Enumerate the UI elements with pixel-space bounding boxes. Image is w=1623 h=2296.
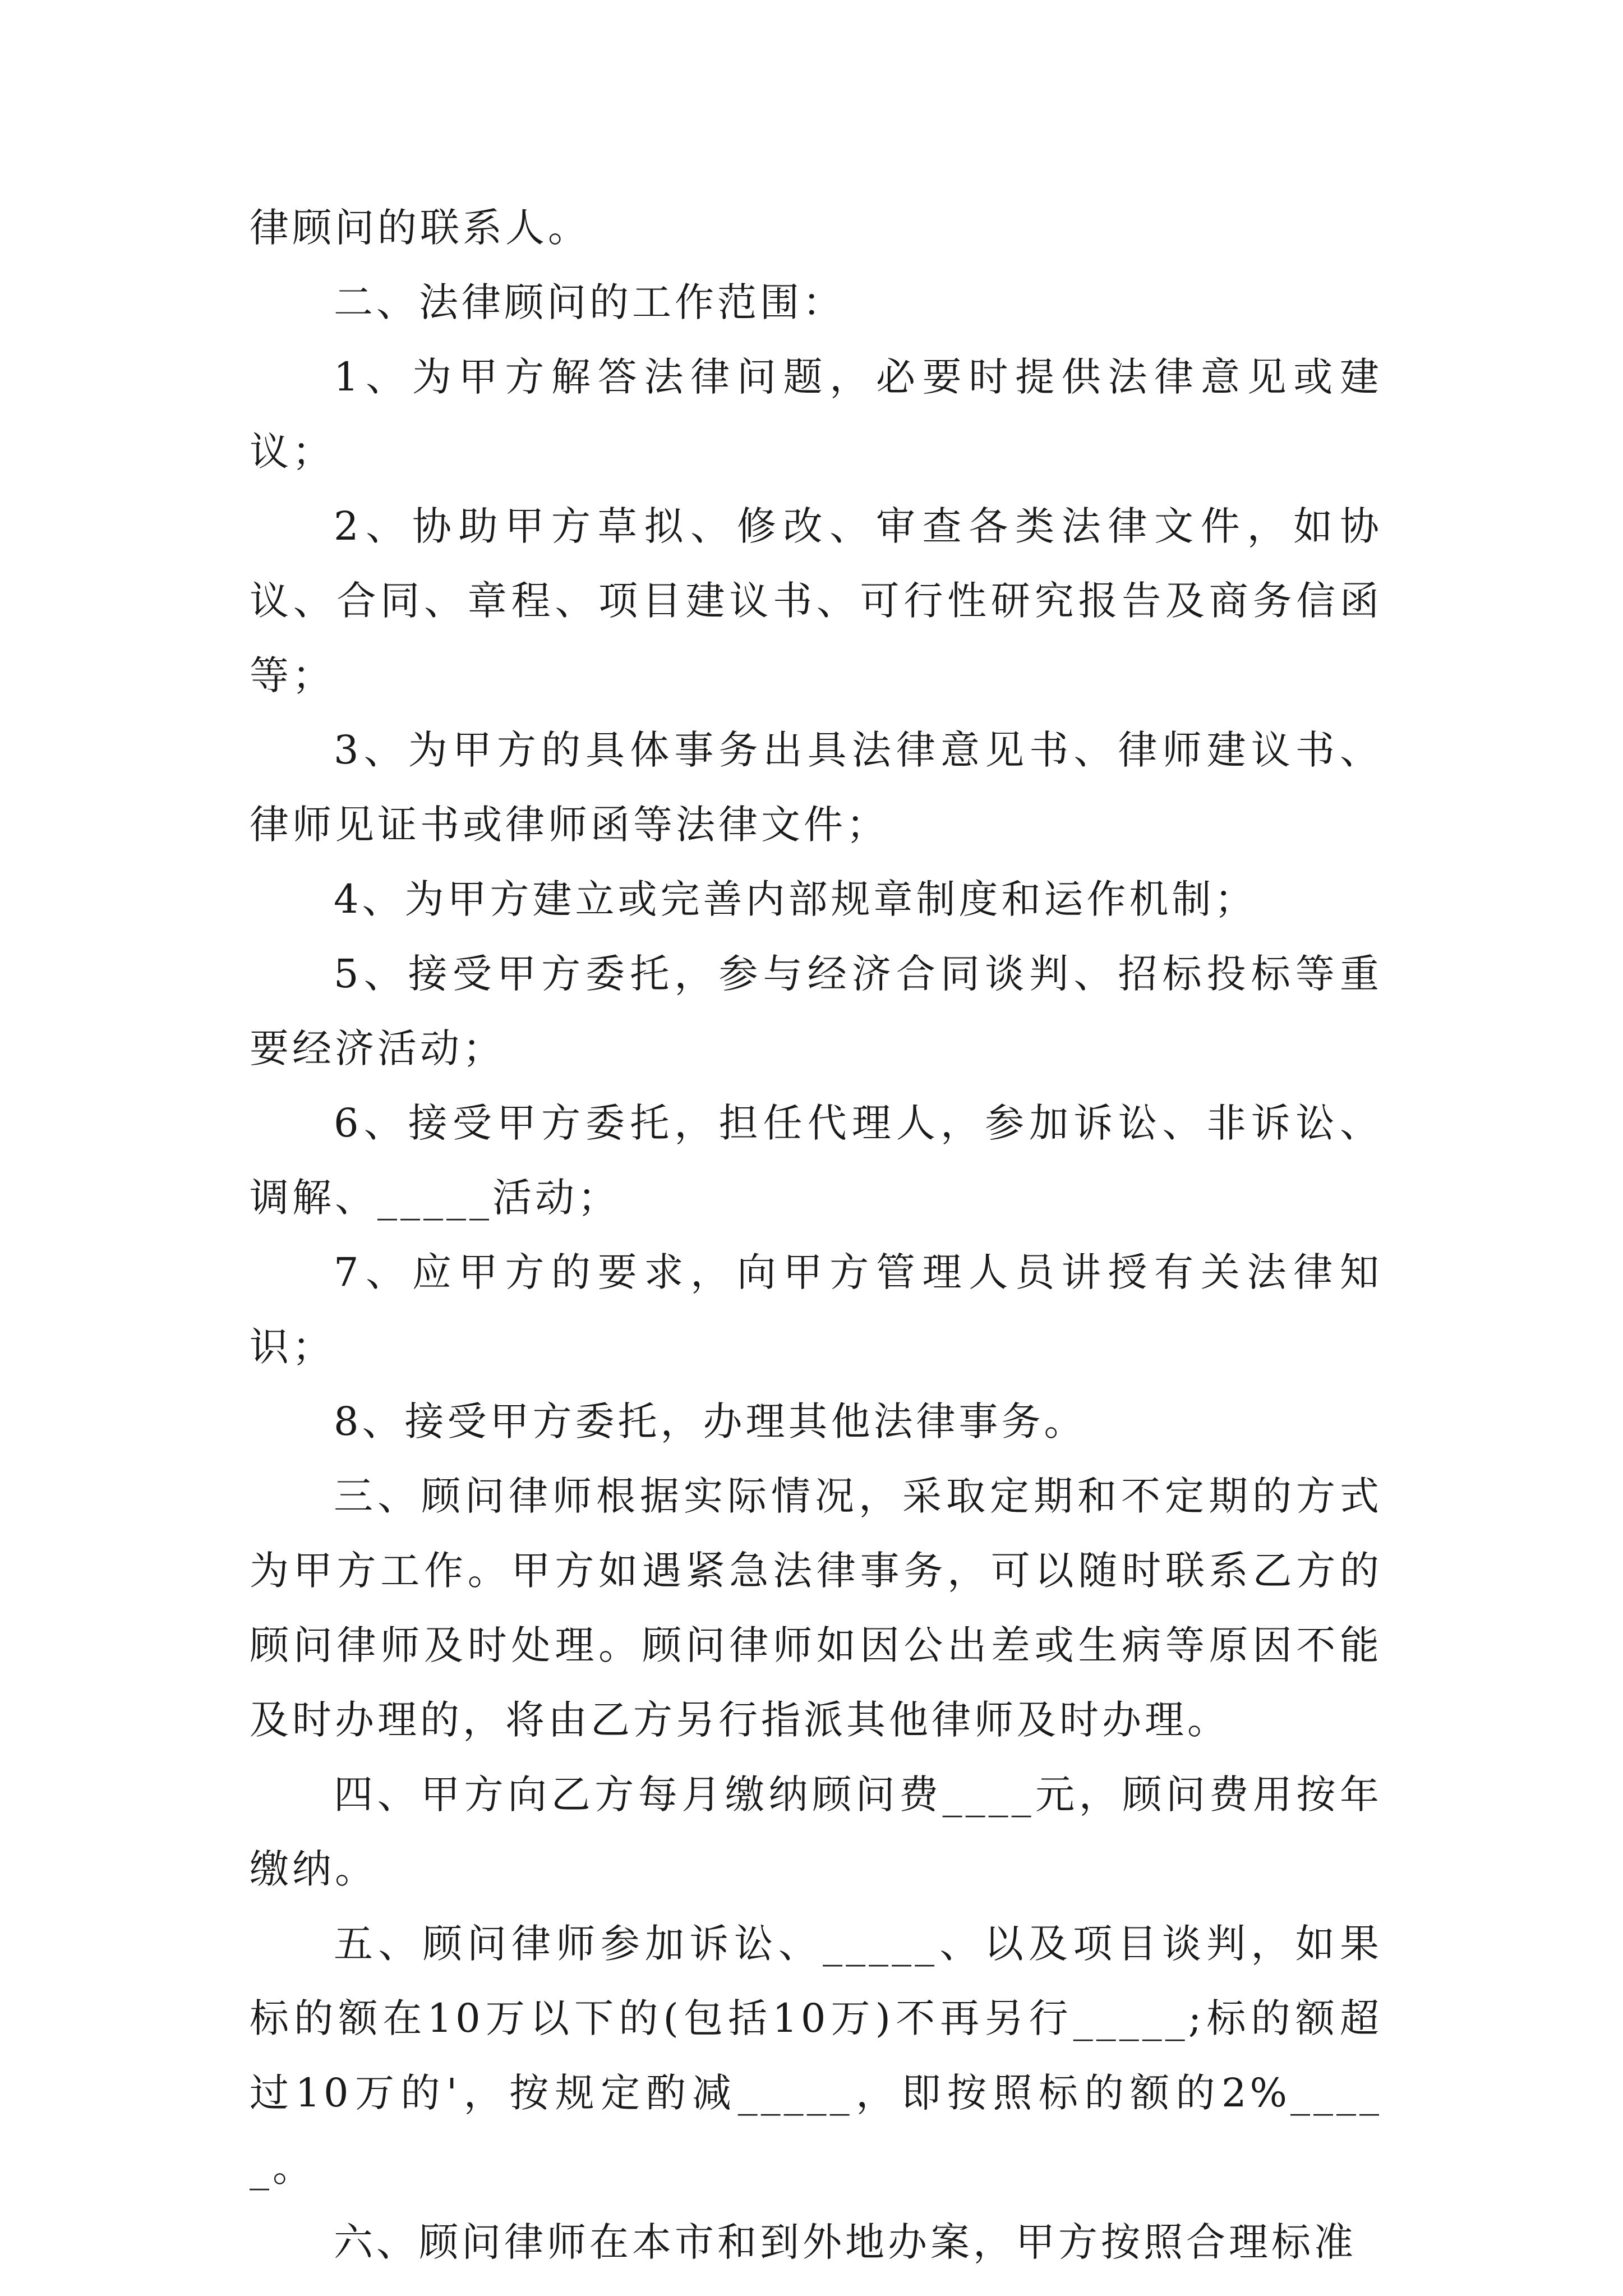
list-item-5: 5、接受甲方委托，参与经济合同谈判、招标投标等重要经济活动；: [250, 951, 1382, 1071]
clause-four: 四、甲方向乙方每月缴纳顾问费____元，顾问费用按年缴纳。: [250, 1772, 1382, 1892]
paragraph-continuation: 律顾问的联系人。: [250, 205, 591, 251]
list-item-4: 4、为甲方建立或完善内部规章制度和运作机制；: [334, 876, 1257, 922]
clause-five: 五、顾问律师参加诉讼、_____、以及项目谈判，如果标的额在10万以下的(包括10万)不再另行_____;标的额超过10万的'，按规定酌减_____，即按照标的额的2%_____。: [250, 1921, 1382, 2191]
list-item-7: 7、应甲方的要求，向甲方管理人员讲授有关法律知识；: [250, 1249, 1382, 1370]
list-item-2: 2、协助甲方草拟、修改、审查各类法律文件，如协议、合同、章程、项目建议书、可行性研究报告及商务信函等；: [250, 503, 1382, 698]
list-item-3: 3、为甲方的具体事务出具法律意见书、律师建议书、律师见证书或律师函等法律文件；: [250, 727, 1382, 848]
clause-six: 六、顾问律师在本市和到外地办案，甲方按照合理标准: [334, 2219, 1357, 2265]
clause-three: 三、顾问律师根据实际情况，采取定期和不定期的方式为甲方工作。甲方如遇紧急法律事务，可以随时联系乙方的顾问律师及时处理。顾问律师如因公出差或生病等原因不能及时办理的，将由乙方另行指派其他律师及时办理。: [250, 1473, 1382, 1743]
list-item-8: 8、接受甲方委托，办理其他法律事务。: [334, 1398, 1087, 1444]
list-item-6: 6、接受甲方委托，担任代理人，参加诉讼、非诉讼、调解、_____活动；: [250, 1100, 1382, 1221]
list-item-1: 1、为甲方解答法律问题，必要时提供法律意见或建议；: [250, 354, 1382, 475]
document-body: [250, 191, 1382, 2280]
section-heading-scope: 二、法律顾问的工作范围：: [334, 279, 845, 325]
